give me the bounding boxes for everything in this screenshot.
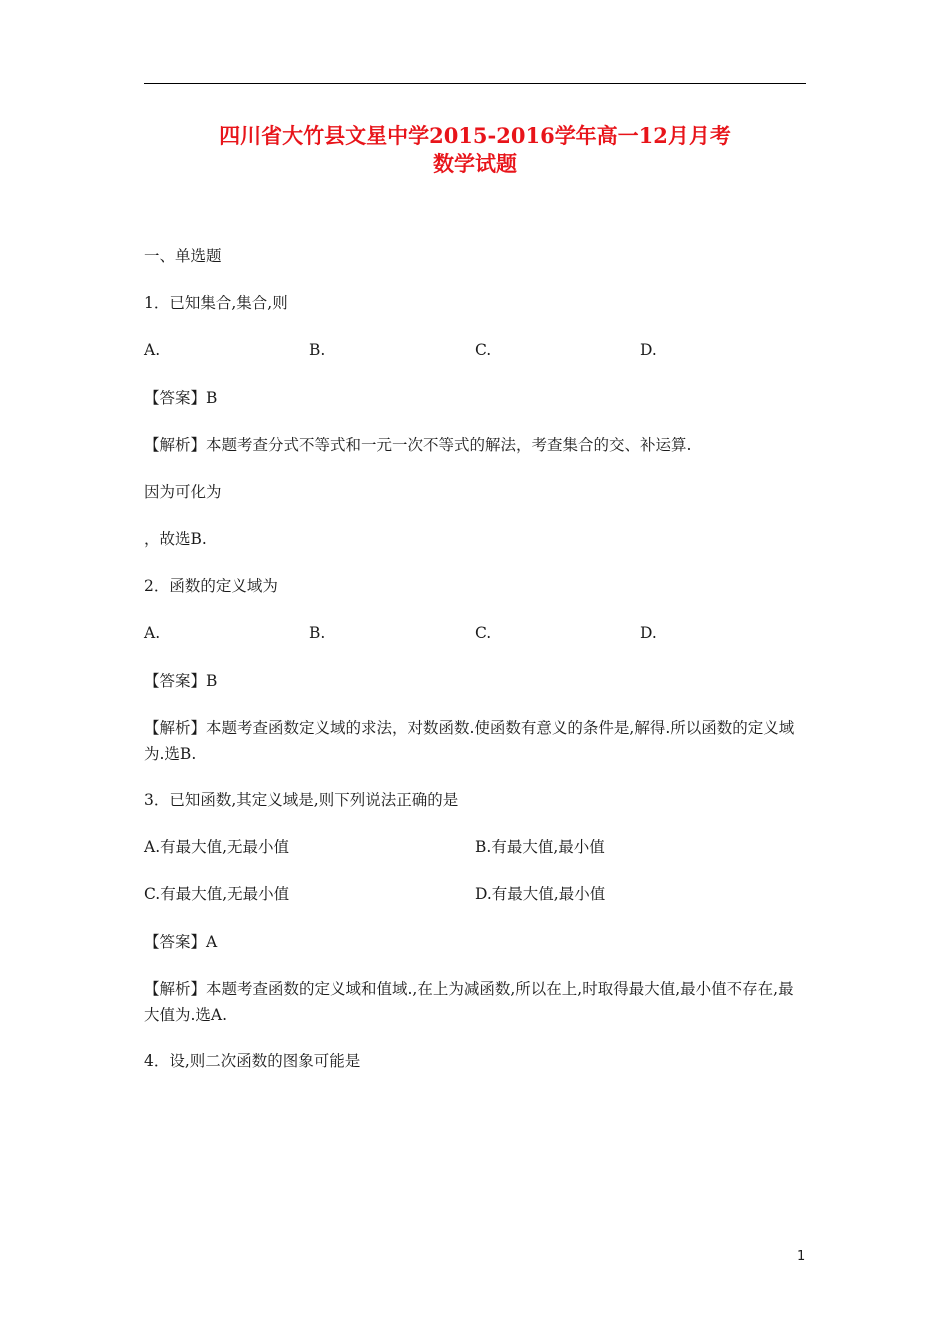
q3-option-d: D.有最大值,最小值 <box>475 885 606 903</box>
q3-option-a: A.有最大值,无最小值 <box>144 838 290 856</box>
q2-option-b: B. <box>309 624 326 642</box>
q2-option-a: A. <box>144 624 161 642</box>
question-4-stem: 4．设,则二次函数的图象可能是 <box>144 1052 361 1070</box>
q3-answer: 【答案】A <box>144 933 218 951</box>
q2-option-c: C. <box>475 624 492 642</box>
q1-option-a: A. <box>144 341 161 359</box>
header-rule <box>144 83 806 84</box>
q3-option-b: B.有最大值,最小值 <box>475 838 605 856</box>
q2-answer: 【答案】B <box>144 672 218 690</box>
question-2-stem: 2．函数的定义域为 <box>144 577 278 595</box>
document-subtitle: 数学试题 <box>433 151 517 176</box>
q2-option-d: D. <box>640 624 657 642</box>
q1-option-d: D. <box>640 341 657 359</box>
q1-analysis: 【解析】本题考查分式不等式和一元一次不等式的解法，考查集合的交、补运算. <box>144 436 692 454</box>
q1-analysis-line3: ，故选B. <box>144 530 207 548</box>
question-1-stem: 1．已知集合,集合,则 <box>144 294 288 312</box>
document-title: 四川省大竹县文星中学2015-2016学年高一12月月考 <box>219 123 731 148</box>
page-number: 1 <box>797 1249 806 1264</box>
q1-answer: 【答案】B <box>144 389 218 407</box>
q3-analysis: 【解析】本题考查函数的定义域和值域.,在上为减函数,所以在上,时取得最大值,最小值不存在,最大值为.选A. <box>144 980 794 1024</box>
section-heading: 一、单选题 <box>144 247 222 265</box>
q2-analysis: 【解析】本题考查函数定义域的求法，对数函数.使函数有意义的条件是,解得.所以函数的定义域为.选B. <box>144 719 795 763</box>
q3-option-c: C.有最大值,无最小值 <box>144 885 290 903</box>
q1-analysis-line2: 因为可化为 <box>144 483 222 501</box>
question-3-stem: 3．已知函数,其定义域是,则下列说法正确的是 <box>144 791 459 809</box>
q1-option-b: B. <box>309 341 326 359</box>
q1-option-c: C. <box>475 341 492 359</box>
